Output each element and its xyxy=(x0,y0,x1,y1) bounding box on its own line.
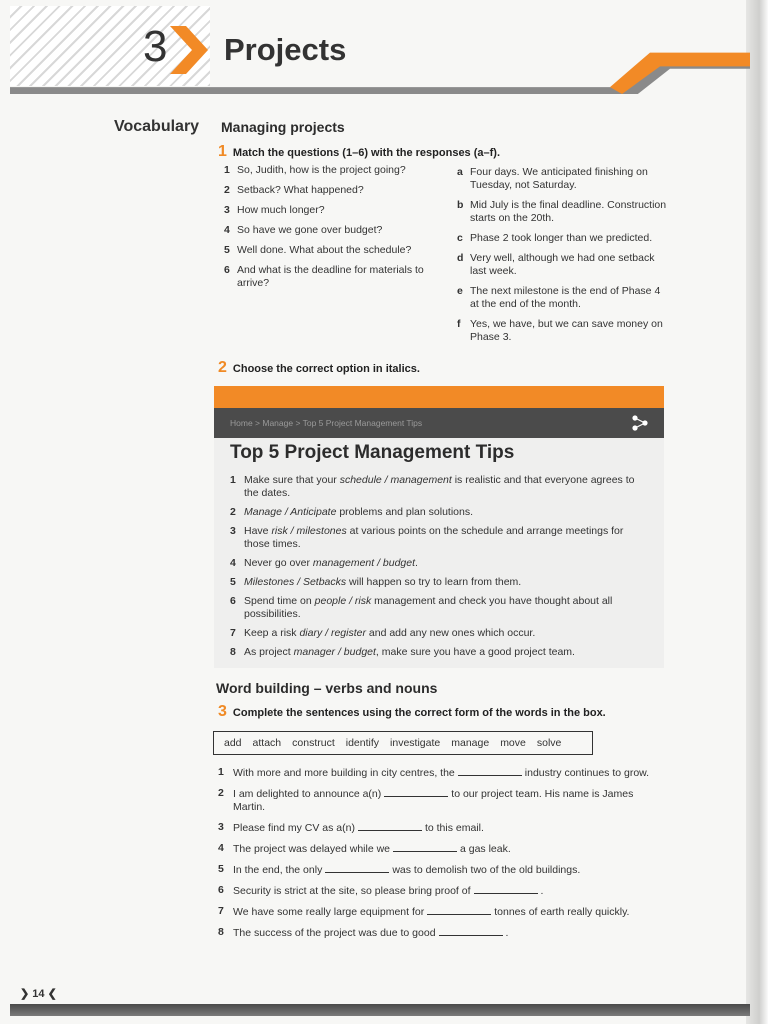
list-item: b Mid July is the final deadline. Construction starts on the 20th. xyxy=(457,199,667,224)
list-item: 1 Make sure that your schedule / management is realistic and that everyone agrees to the dates. xyxy=(230,474,635,499)
word-box xyxy=(213,731,593,755)
answer-gap[interactable] xyxy=(439,926,503,936)
breadcrumb[interactable]: Home > Manage > Top 5 Project Management Tips xyxy=(230,418,423,428)
list-item: 1 With more and more building in city centres, the industry continues to grow. xyxy=(218,766,650,779)
word-item: construct xyxy=(292,737,335,749)
list-item: 6 And what is the deadline for materials to arrive? xyxy=(224,264,424,289)
share-icon[interactable] xyxy=(630,415,650,431)
answer-gap[interactable] xyxy=(384,787,448,797)
word-item: solve xyxy=(536,737,562,749)
list-item: 3 Please find my CV as a(n) to this email. xyxy=(218,821,484,834)
exercise-number: 3 xyxy=(218,703,227,720)
list-item: 2 Setback? What happened? xyxy=(224,184,364,196)
question-list xyxy=(224,164,439,290)
tips-list xyxy=(230,474,650,665)
footer-rule xyxy=(10,1004,750,1016)
list-item: 3 Have risk / milestones at various points on the schedule and arrange meetings for those times. xyxy=(230,525,624,550)
list-item: f Yes, we have, but we can save money on Phase 3. xyxy=(457,318,663,343)
list-item: 6 Spend time on people / risk management and check you have thought about all possibilities. xyxy=(230,595,613,620)
chevron-right-icon: ❯ xyxy=(20,988,30,1000)
list-item: 2 Manage / Anticipate problems and plan solutions. xyxy=(230,506,474,518)
exercise-2-heading xyxy=(218,359,420,377)
web-article-panel xyxy=(214,386,664,668)
answer-gap[interactable] xyxy=(325,863,389,873)
page-edge xyxy=(746,0,768,1024)
word-item: move xyxy=(500,737,526,749)
list-item: 3 How much longer? xyxy=(224,204,325,216)
word-building-heading: Word building – verbs and nouns xyxy=(216,680,438,696)
list-item: 2 I am delighted to announce a(n) to our project team. His name is James Martin. xyxy=(218,787,634,813)
panel-orange-bar xyxy=(214,386,664,408)
answer-gap[interactable] xyxy=(358,821,422,831)
list-item: 5 Well done. What about the schedule? xyxy=(224,244,412,256)
exercise-instruction: Choose the correct option in italics. xyxy=(232,363,420,375)
chapter-number: 3 xyxy=(143,22,168,71)
exercise-number: 2 xyxy=(218,359,227,376)
list-item: 5 Milestones / Setbacks will happen so try to learn from them. xyxy=(230,576,522,588)
exercise-3-heading xyxy=(218,703,606,721)
browser-bar xyxy=(214,408,664,438)
page-title: Projects xyxy=(224,32,347,67)
list-item: 8 As project manager / budget, make sure you have a good project team. xyxy=(230,646,575,658)
word-item: identify xyxy=(345,737,380,749)
list-item: 8 The success of the project was due to good . xyxy=(218,926,509,939)
list-item: 1 So, Judith, how is the project going? xyxy=(224,164,406,176)
list-item: 4 The project was delayed while we a gas leak. xyxy=(218,842,511,855)
sentence-list xyxy=(218,766,658,947)
list-item: 5 In the end, the only was to demolish two of the old buildings. xyxy=(218,863,581,876)
exercise-instruction: Match the questions (1–6) with the responses (a–f). xyxy=(232,147,501,159)
list-item: 4 Never go over management / budget. xyxy=(230,557,418,569)
exercise-1-heading xyxy=(218,143,500,161)
subtitle: Managing projects xyxy=(221,119,345,135)
section-label: Vocabulary xyxy=(114,118,200,135)
list-item: 7 We have some really large equipment for tonnes of earth really quickly. xyxy=(218,905,630,918)
exercise-instruction: Complete the sentences using the correct form of the words in the box. xyxy=(232,707,606,719)
word-item: investigate xyxy=(390,737,441,749)
list-item: 7 Keep a risk diary / register and add any new ones which occur. xyxy=(230,627,536,639)
answer-gap[interactable] xyxy=(458,766,522,776)
word-item: manage xyxy=(451,737,490,749)
header-rule xyxy=(10,48,750,94)
word-item: attach xyxy=(252,737,282,749)
page-number: ❯ 14 ❮ xyxy=(20,988,57,1000)
article-title: Top 5 Project Management Tips xyxy=(230,442,515,463)
answer-gap[interactable] xyxy=(427,905,491,915)
word-item: add xyxy=(224,737,242,749)
list-item: e The next milestone is the end of Phase 4 at the end of the month. xyxy=(457,285,661,310)
list-item: a Four days. We anticipated finishing on Tuesday, not Saturday. xyxy=(457,166,648,191)
answer-gap[interactable] xyxy=(474,884,538,894)
list-item: 6 Security is strict at the site, so please bring proof of . xyxy=(218,884,544,897)
answer-gap[interactable] xyxy=(393,842,457,852)
list-item: c Phase 2 took longer than we predicted. xyxy=(457,232,653,244)
exercise-number: 1 xyxy=(218,143,227,160)
list-item: d Very well, although we had one setback last week. xyxy=(457,252,655,277)
list-item: 4 So have we gone over budget? xyxy=(224,224,383,236)
chevron-left-icon: ❮ xyxy=(47,988,57,1000)
answer-list xyxy=(457,166,667,344)
